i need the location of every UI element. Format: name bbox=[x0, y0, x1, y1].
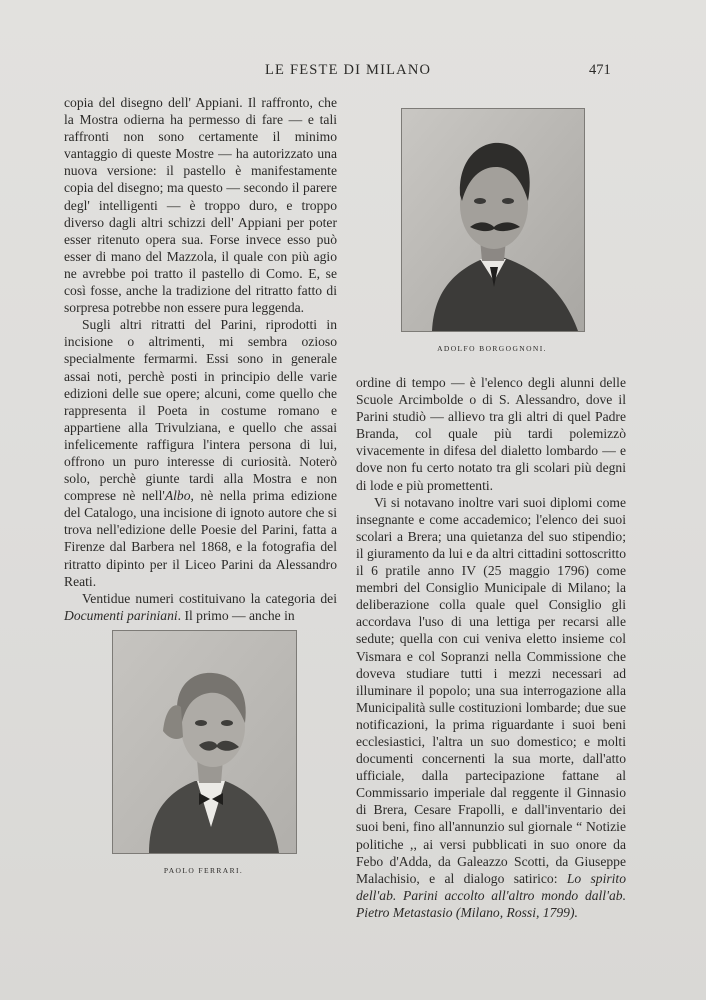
right-paragraph-1: ordine di tempo — è l'elenco degli alunni delle Scuole Arcimbolde o di S. Alessandro, dove il Parini studiò — allievo tra gli altri di quel Padre Branda, col quale più tardi polemizzò vivacemente in difesa del dialetto lombardo — e dove non fu certo notato tra gli scolari più degni di lode e più promettenti. bbox=[356, 375, 626, 493]
page-number: 471 bbox=[589, 62, 611, 78]
right-column bbox=[356, 374, 626, 921]
left-paragraph-1: copia del disegno dell' Appiani. Il raffronto, che la Mostra odierna ha permesso di fare — e tali raffronti non sono certamente il minimo vantaggio di queste Mostre — ha autorizzato una nuova versione: il pastello è manifestamente copia del disegno; ma questo — secondo il parere degl' intelligenti — è troppo duro, e troppo diverso dagli altri schizzi dell' Appiani per poter esser ritenuto opera sua. Forse invece esso può esser di mano del Mazzola, il quale con più agio ne avrebbe poi tratto il pastello di Como. E, se così fosse, anche la tradizione del ritratto fatto di sorpresa potrebbe non essere pura leggenda. bbox=[64, 95, 337, 316]
portrait-photo-ferrari bbox=[112, 630, 297, 854]
caption-top: ADOLFO BORGOGNONI. bbox=[437, 344, 547, 353]
portrait-photo-borgognoni bbox=[401, 108, 585, 332]
left-paragraph-3: Ventidue numeri costituivano la categoria dei Documenti pariniani. Il primo — anche in bbox=[64, 590, 337, 623]
portrait-image bbox=[113, 631, 296, 853]
caption-bottom: PAOLO FERRARI. bbox=[163, 866, 244, 875]
left-column bbox=[64, 94, 337, 624]
running-head bbox=[0, 62, 706, 82]
portrait-image bbox=[402, 109, 584, 331]
right-paragraph-2: Vi si notavano inoltre vari suoi diplomi come insegnante e come accademico; l'elenco dei suoi scolari a Brera; una quietanza del suo stipendio; il giuramento da lui e da altri cittadini sottoscritto il 6 pratile anno IV (25 maggio 1796) come membri del Consiglio Municipale di Milano; la deliberazione colla quale quel Consiglio gli accordava l'uso di una lettiga per recarsi alle sedute; quella con cui veniva eletto insieme col Vismara e col Sopranzi nella Commissione che doveva studiare tutti i mezzi necessari ad illuminare il popolo; una sua interrogazione alla Municipalità sulle costituzioni lombarde; due sue notificazioni, la prima riguardante i suoi beni ecclesiastici, l'altra un suo domestico; e molti documenti concernenti la sua morte, dall'atto ufficiale, dalla partecipazione fattane al Commissario imperiale dal reggente il Ginnasio di Brera, Cesare Frapolli, e dall'inventario dei suoi beni, fino all'annunzio sul giornale “ Notizie politiche ,, ai versi pubblicati in suo onore da Febo d'Adda, da Galeazzo Scotti, da Giuseppe Malachisio, e al dialogo satirico: Lo spirito dell'ab. Parini accolto all'altro mondo dall'ab. Pietro Metastasio (Milano, Rossi, 1799). bbox=[356, 494, 626, 920]
running-title: LE FESTE DI MILANO bbox=[265, 62, 432, 78]
left-paragraph-2: Sugli altri ritratti del Parini, riprodotti in incisione o altrimenti, mi sembra ozioso specialmente fermarmi. Essi sono in generale assai noti, perchè posti in principio delle varie edizioni delle sue opere; alcuni, come quello che rappresenta il Poeta in costume romano e appartiene alla Trivulziana, e quello che assai infelicemente raffigura l'intera persona di lui, offrono un puro interesse di curiosità. Noterò solo, perchè giunte tardi alla Mostra e non comprese nè nell'Albo, nè nella prima edizione del Catalogo, una incisione di ignoto autore che si trova nell'edizione delle Poesie del Parini, fatta a Firenze dal Barbera nel 1868, e la fotografia del ritratto dipinto per il Liceo Parini da Alessandro Reati. bbox=[64, 317, 338, 589]
